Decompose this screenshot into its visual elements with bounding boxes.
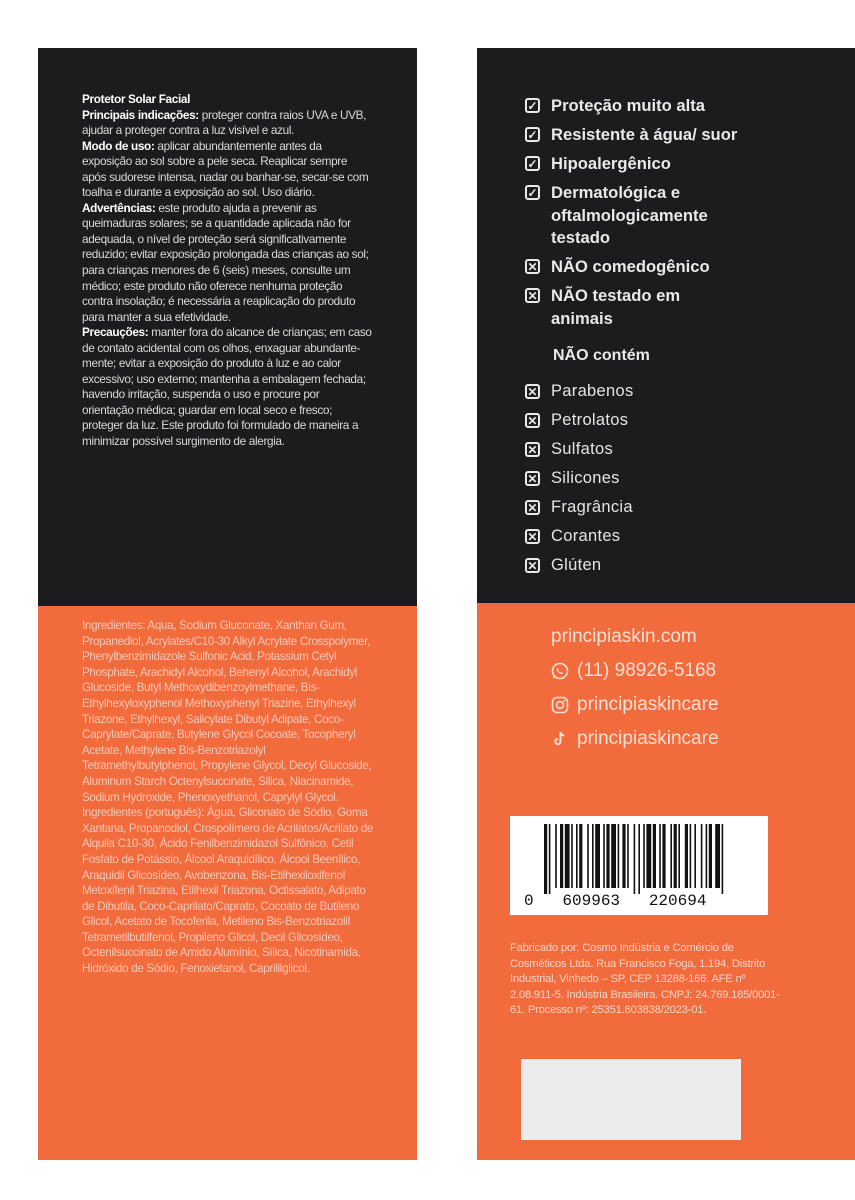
product-title: Protetor Solar Facial <box>82 92 191 106</box>
x-box-icon: ✕ <box>525 288 540 303</box>
x-box-icon: ✕ <box>525 413 540 428</box>
left-panel-top <box>38 48 417 606</box>
barcode-bar <box>701 824 703 888</box>
barcode-bar <box>571 824 573 888</box>
right-panel-top <box>477 48 855 603</box>
x-box-icon: ✕ <box>525 471 540 486</box>
barcode-bar <box>653 824 656 888</box>
left-box-panel <box>38 48 417 1160</box>
barcode-bar <box>678 824 680 888</box>
contact-info <box>551 620 719 756</box>
list-item: ✕ Petrolatos <box>525 406 634 435</box>
barcode-bar <box>690 824 692 888</box>
whatsapp-icon <box>551 662 569 680</box>
x-box-icon: ✕ <box>525 500 540 515</box>
usage-instructions <box>82 92 372 450</box>
tiktok-handle[interactable]: principiaskincare <box>577 728 719 749</box>
instagram-icon <box>551 696 569 714</box>
claim-item: ✓ Hipoalergênico <box>525 153 845 176</box>
barcode-bar <box>622 824 625 888</box>
barcode-bar <box>643 824 645 888</box>
checkbox-icon: ✓ <box>525 185 540 200</box>
website-link[interactable]: principiaskin.com <box>551 626 697 647</box>
x-box-icon: ✕ <box>525 384 540 399</box>
checkbox-icon: ✓ <box>525 156 540 171</box>
barcode-bar <box>670 824 672 888</box>
x-box-icon: ✕ <box>525 442 540 457</box>
list-item: ✕ Sulfatos <box>525 435 634 464</box>
list-item: ✕ Silicones <box>525 464 634 493</box>
barcode <box>510 816 768 915</box>
x-box-icon: ✕ <box>525 259 540 274</box>
barcode-bar <box>627 824 629 888</box>
barcode-bar <box>555 824 557 888</box>
checkbox-icon: ✓ <box>525 98 540 113</box>
barcode-bar <box>576 824 578 888</box>
section-precautions: Precauções: manter fora do alcance de crianças; em caso de contato acidental com os olhos, enxaguar abundante-mente; evitar a exposição do produto à luz e ao calor excessivo; uso externo; mantenha a embalagem fechada; havendo irritação, suspenda o uso e procure por orientação médica; guardar em local seco e fresco; proteger da luz. Este produto foi formulado de maneira a minimizar possível surgimento de alergia. <box>82 325 372 449</box>
right-panel-bottom <box>477 603 855 1160</box>
barcode-bar <box>544 824 547 894</box>
barcode-bar <box>722 824 724 894</box>
nao-contem-title: NÃO contém <box>553 347 650 364</box>
barcode-bar <box>638 824 640 894</box>
barcode-bar <box>618 824 620 888</box>
barcode-bar <box>646 824 651 888</box>
phone-row <box>551 654 719 688</box>
instagram-handle[interactable]: principiaskincare <box>577 694 719 715</box>
claim-item: ✓ Proteção muito alta <box>525 95 845 118</box>
tiktok-icon <box>551 730 569 748</box>
instagram-row <box>551 688 719 722</box>
checkbox-icon: ✓ <box>525 127 540 142</box>
barcode-bar <box>592 824 594 888</box>
section-indications: Principais indicações: proteger contra raios UVA e UVB, ajudar a proteger contra a luz visível e azul. <box>82 107 367 138</box>
claim-item: ✕ NÃO comedogênico <box>525 256 845 279</box>
barcode-bar <box>579 824 582 888</box>
claim-item: ✕ NÃO testado em animais <box>525 285 725 330</box>
barcode-bar <box>694 824 696 888</box>
barcode-bar <box>706 824 708 888</box>
x-box-icon: ✕ <box>525 558 540 573</box>
left-panel-bottom <box>38 606 417 1160</box>
list-item: ✕ Fragrância <box>525 493 634 522</box>
barcode-bar <box>674 824 677 888</box>
manufacturer-info: Fabricado por: Cosmo Indústria e Comércio de Cosméticos Ltda. Rua Francisco Foga, 1.194, Distrito Industrial, Vinhedo – SP, CEP 13288-166. AFE nº 2.08.911-5. Indústria Brasileira. CNPJ: 24.769.185/0001-61. Processo nº: 25351.803838/2023-01. <box>510 942 780 1017</box>
barcode-bar <box>685 824 688 888</box>
list-item: ✕ Parabenos <box>525 377 634 406</box>
barcode-bar <box>634 824 636 894</box>
right-box-panel <box>477 48 855 1160</box>
tiktok-row <box>551 722 719 756</box>
barcode-bar <box>549 824 551 894</box>
barcode-bar <box>603 824 605 888</box>
section-warnings: Advertências: este produto ajuda a prevenir as queimaduras solares; se a quantidade aplicada não for adequada, o nível de proteção será significativamente reduzido; evitar exposição prolongada das crianças ao sol; para crianças menores de 6 (seis) meses, consulte um médico; este produto não oferece nenhuma proteção contra insolação; é necessária a reaplicação do produto para manter a sua efetividade. <box>82 200 369 324</box>
barcode-digits: 0 609963 220694 <box>524 892 707 910</box>
ingredients-en: Ingredientes: Aqua, Sodium Gluconate, Xanthan Gum, Propanediol, Acrylates/C10-30 Alkyl Acrylate Crosspolymer, Phenylbenzimidazole Sulfonic Acid, Potassium Cetyl Phosphate, Arachidyl Alcohol, Behenyl Alcohol, Arachidyl Glucoside, Butyl Methoxydibenzoylmethane, Bis-Ethylhexyloxyphenol Methoxyphenyl Triazine, Ethylhexyl Triazone, Ethylhexyl, Salicylate Dibutyl Adipate, Coco-Caprylate/Caprate, Butylene Glycol Cocoate, Tocopheryl Acetate, Methylene Bis-Benzotriazolyl Tetramethylbutylphenol, Propylene Glycol, Decyl Glucoside, Aluminum Starch Octenylsuccinate, Silica, Niacinamide, Sodium Hydroxide, Phenoxyethanol, Caprylyl Glycol. <box>82 619 372 804</box>
x-box-icon: ✕ <box>525 529 540 544</box>
barcode-bar <box>709 824 712 888</box>
barcode-bar <box>662 824 665 888</box>
barcode-bar <box>560 824 563 888</box>
list-item: ✕ Corantes <box>525 522 634 551</box>
claim-item: ✓ Dermatológica e oftalmologicamente testado <box>525 182 725 250</box>
phone-number[interactable]: (11) 98926-5168 <box>577 660 717 681</box>
barcode-bar <box>715 824 720 888</box>
barcode-bar <box>595 824 600 888</box>
lot-expiry-box <box>521 1059 741 1140</box>
website-row <box>551 620 719 654</box>
claims-list <box>525 95 845 337</box>
barcode-bar <box>659 824 661 888</box>
ingredients-list <box>82 618 378 977</box>
barcode-bar <box>611 824 616 888</box>
ingredients-pt: Ingredientes (português): Água, Gliconato de Sódio, Goma Xantana, Propanodiol, Crospolímero de Acrilatos/Acrilato de Alquila C10-30, Ácido Fenilbenzimidazol Sulfônico, Cetil Fosfato de Potássio, Álcool Araquidílico, Álcool Beenílico, Araquidil Glicosídeo, Avobenzona, Bis-Etilhexiloxifenol Metoxifenil Triazina, Etilhexil Triazona, Octissalato, Adipato de Dibutila, Coco-Caprilato/Caprato, Cocoato de Butileno Glicol, Acetato de Tocoferila, Metileno Bis-Benzotriazolil Tetrametilbutilfenol, Propileno Glicol, Decil Glicosídeo, Octenilsuccinato de Amido Alumínio, Sílica, Nicotinamida, Hidróxido de Sódio, Fenoxietanol, Caprililglicol. <box>82 806 373 976</box>
barcode-bar <box>565 824 570 888</box>
barcode-bar <box>587 824 589 888</box>
claim-item: ✓ Resistente à água/ suor <box>525 124 845 147</box>
barcode-bar <box>606 824 609 888</box>
section-usage: Modo de uso: aplicar abundantemente antes da exposição ao sol sobre a pele seca. Reaplicar sempre após sudorese intensa, nadar ou banhar-se, secar-se com toalha e durante a exposição ao sol. Uso diário. <box>82 138 369 200</box>
list-item: ✕ Glúten <box>525 551 634 580</box>
nao-contem-list <box>525 377 634 580</box>
